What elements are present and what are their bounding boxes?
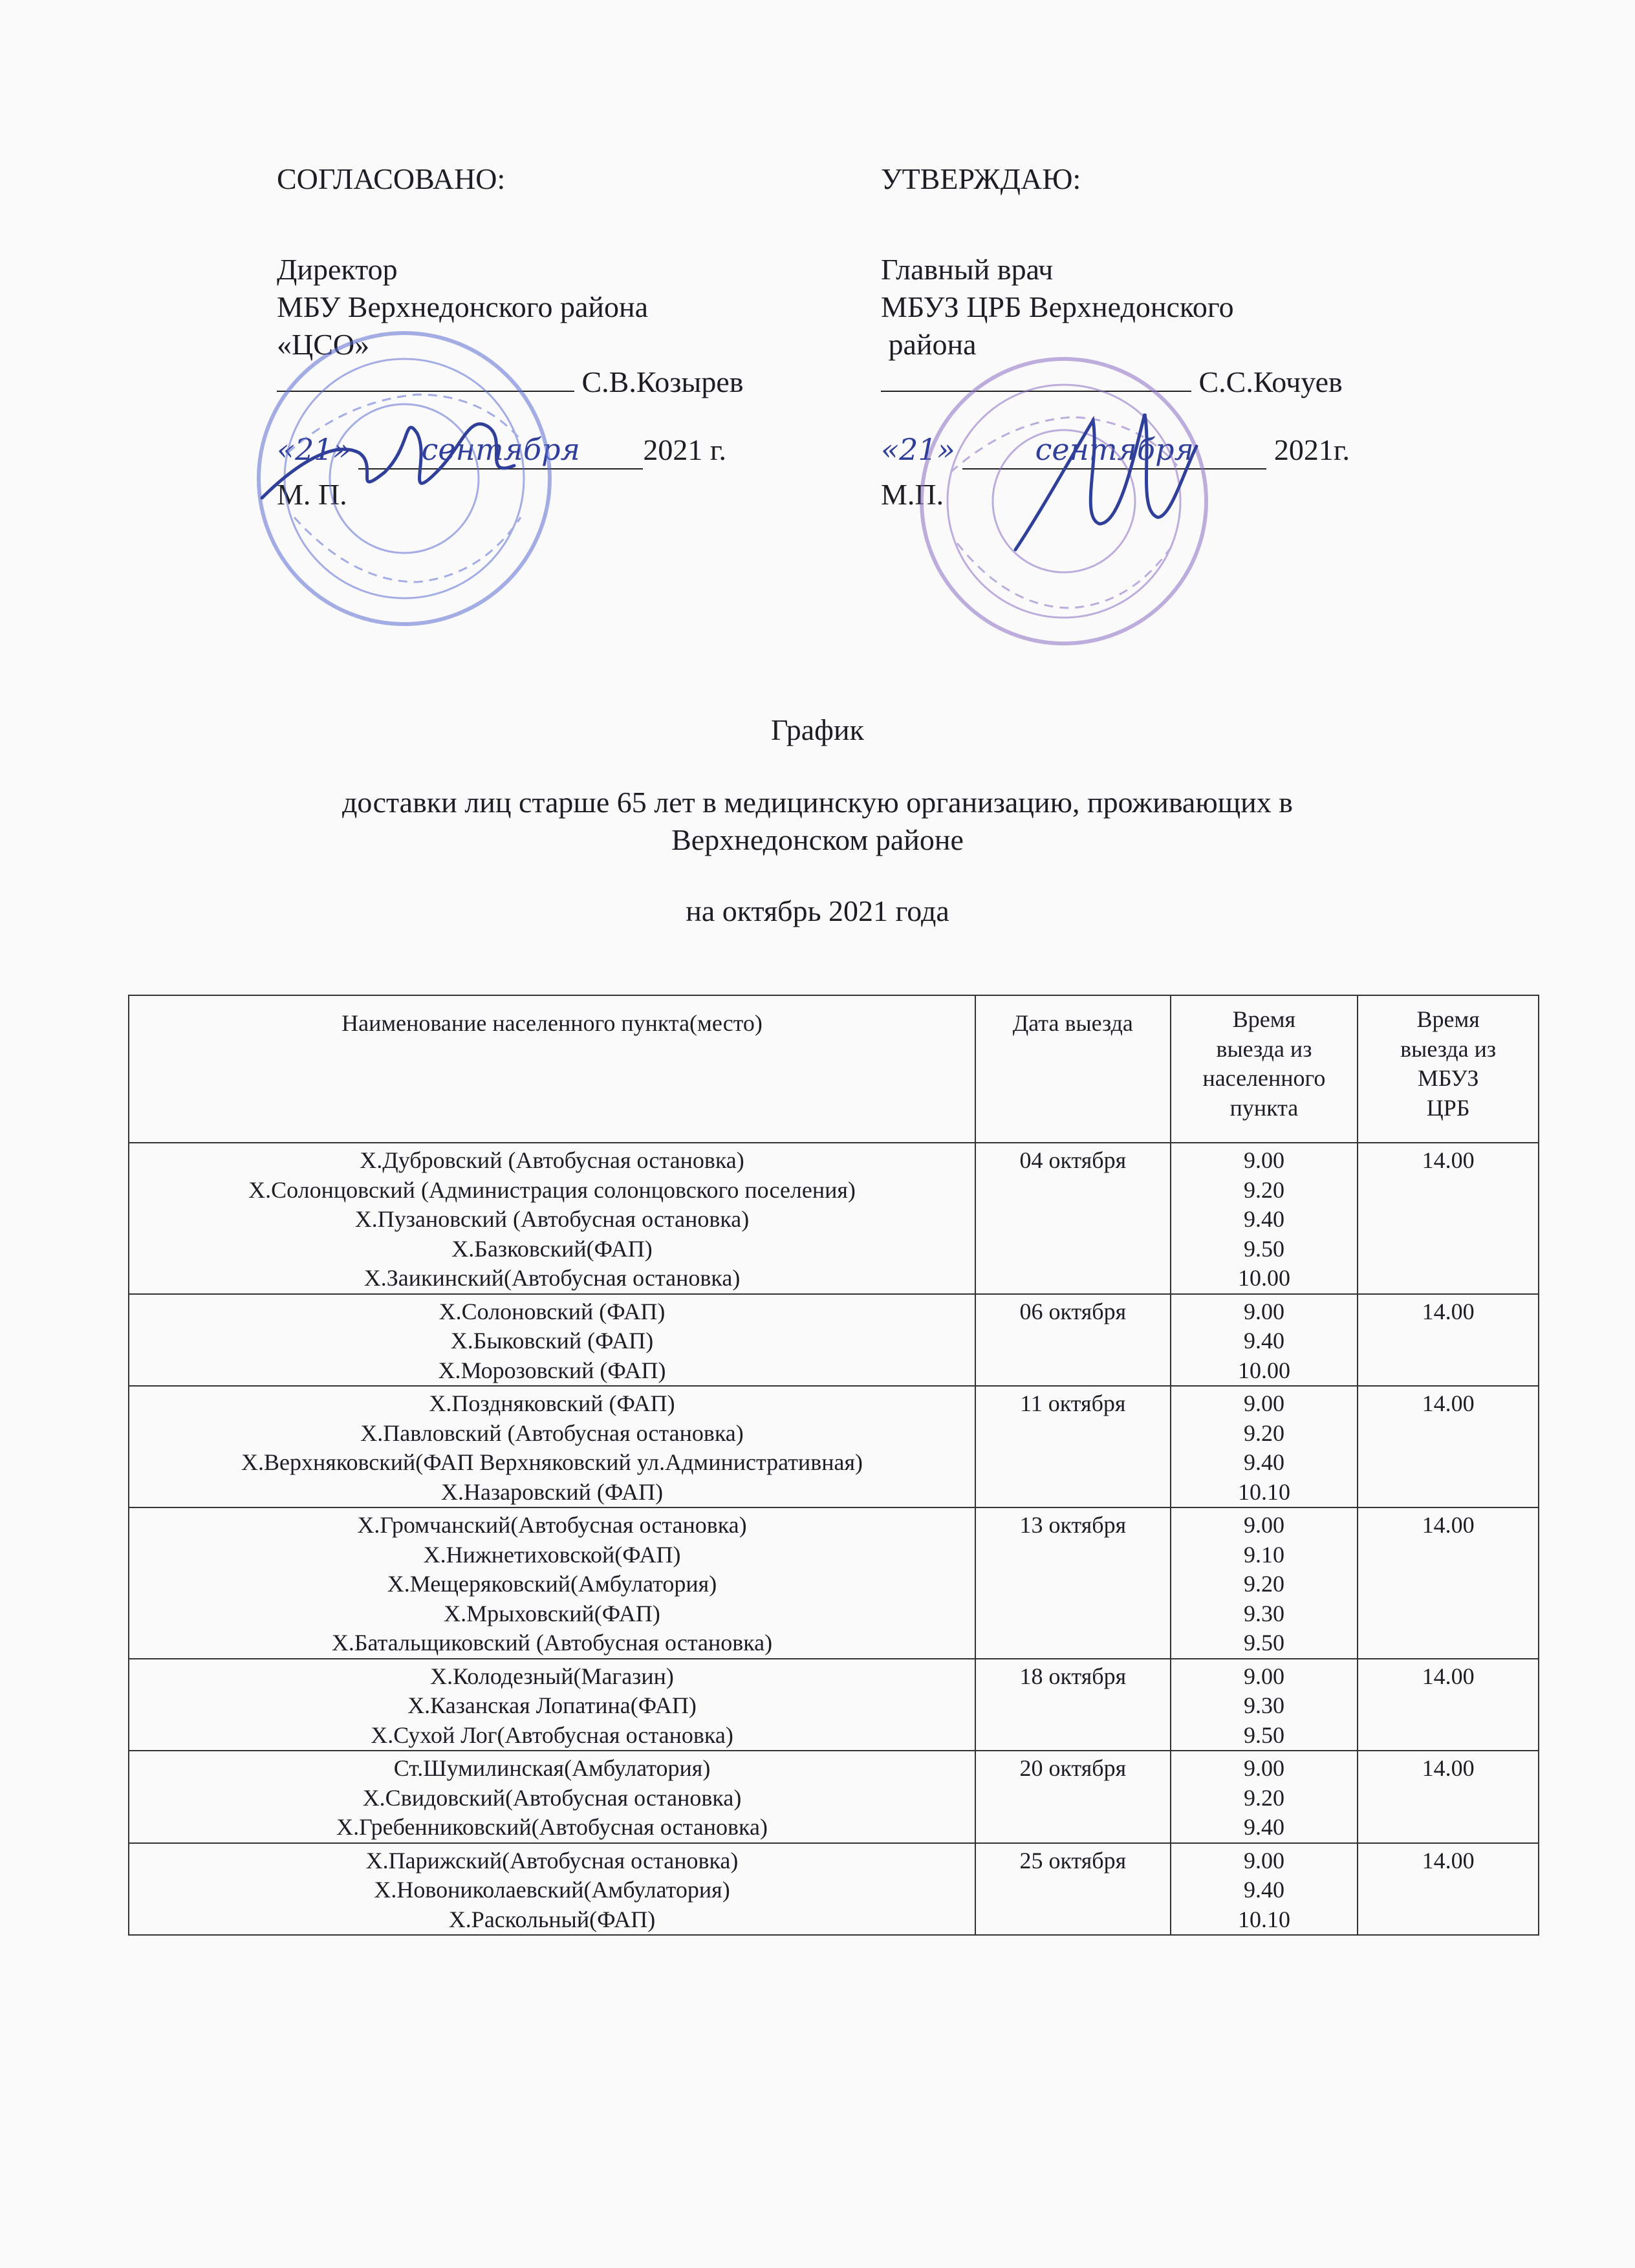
schedule-table [128, 995, 1539, 1936]
cell-date: 06 октября [975, 1294, 1171, 1387]
cell-places-line: Х.Назаровский (ФАП) [440, 1478, 664, 1505]
document-title: График [771, 713, 864, 746]
cell-date: 18 октября [975, 1659, 1171, 1751]
approval-right-stamp-mark: М.П. [881, 478, 944, 511]
cell-places [129, 1843, 975, 1936]
cell-places-line: Х.Заикинский(Автобусная остановка) [363, 1265, 741, 1291]
cell-times-line: 9.00 [1243, 1755, 1284, 1781]
cell-date: 04 октября [975, 1143, 1171, 1294]
header-departure [1171, 995, 1358, 1143]
document-subtitle-2: Верхнедонском районе [671, 823, 964, 856]
cell-places-line: Х.Гребенниковский(Автобусная остановка) [336, 1814, 768, 1840]
approval-left-date-day: «21» [277, 432, 351, 467]
approval-right-org2: района [881, 328, 977, 361]
cell-times-line: 9.00 [1243, 1147, 1284, 1173]
cell-times-line: 9.00 [1243, 1512, 1284, 1538]
cell-return: 14.00 [1358, 1507, 1539, 1659]
approval-left-position: Директор [277, 253, 398, 286]
approval-left-signer: С.В.Козырев [581, 365, 744, 398]
approval-left-heading: СОГЛАСОВАНО: [277, 162, 506, 195]
approval-right-position: Главный врач [881, 253, 1054, 286]
table-row [129, 1386, 1539, 1507]
cell-places [129, 1143, 975, 1294]
cell-times-line: 9.10 [1243, 1541, 1284, 1568]
table-header-row [129, 995, 1539, 1143]
cell-times-line: 9.40 [1243, 1449, 1284, 1475]
table-row [129, 1294, 1539, 1387]
cell-places-line: Х.Верхняковский(ФАП Верхняковский ул.Административная) [241, 1449, 863, 1475]
cell-times-line: 9.40 [1243, 1877, 1284, 1903]
cell-times-line: 9.40 [1243, 1206, 1284, 1232]
cell-times-line: 9.00 [1243, 1663, 1284, 1689]
table-row [129, 1843, 1539, 1936]
table-row [129, 1507, 1539, 1659]
cell-return: 14.00 [1358, 1659, 1539, 1751]
cell-times-line: 9.20 [1243, 1784, 1284, 1811]
cell-times-line: 9.30 [1243, 1692, 1284, 1718]
cell-places-line: Х.Батальщиковский (Автобусная остановка) [331, 1630, 773, 1656]
cell-times-line: 10.00 [1237, 1357, 1290, 1383]
table-row [129, 1659, 1539, 1751]
cell-places-line: Х.Сухой Лог(Автобусная остановка) [371, 1722, 733, 1748]
header-return [1358, 995, 1539, 1143]
cell-places-line: Х.Базковский(ФАП) [451, 1235, 653, 1262]
cell-times-line: 9.50 [1243, 1630, 1284, 1656]
header-return-line: МБУЗ [1417, 1065, 1479, 1091]
cell-times-line: 10.10 [1237, 1906, 1290, 1932]
cell-places [129, 1751, 975, 1843]
approval-right-date-month: сентября [962, 431, 1266, 470]
approval-left-date-year: 2021 г. [643, 433, 727, 466]
cell-times-line: 9.20 [1243, 1571, 1284, 1597]
cell-times [1171, 1143, 1358, 1294]
header-departure-line: населенного [1202, 1065, 1326, 1091]
approval-right-heading: УТВЕРЖДАЮ: [881, 162, 1081, 195]
cell-times [1171, 1751, 1358, 1843]
approval-right-signer: С.С.Кочуев [1198, 365, 1343, 398]
cell-times [1171, 1507, 1358, 1659]
document-subtitle-1: доставки лиц старше 65 лет в медицинскую организацию, проживающих в [342, 786, 1293, 819]
header-departure-line: выезда из [1216, 1035, 1312, 1062]
cell-places-line: Х.Морозовский (ФАП) [438, 1357, 666, 1383]
cell-times-line: 9.20 [1243, 1420, 1284, 1446]
table-row [129, 1751, 1539, 1843]
cell-places-line: Х.Мещеряковский(Амбулатория) [387, 1571, 717, 1597]
cell-places-line: Х.Колодезный(Магазин) [430, 1663, 674, 1689]
cell-places-line: Х.Парижский(Автобусная остановка) [365, 1847, 739, 1874]
cell-times-line: 9.50 [1243, 1235, 1284, 1262]
cell-date: 25 октября [975, 1843, 1171, 1936]
cell-return: 14.00 [1358, 1843, 1539, 1936]
right-signature [1002, 394, 1203, 563]
cell-places [129, 1294, 975, 1387]
approval-right-date-year: 2021г. [1273, 433, 1350, 466]
left-signature [255, 394, 527, 530]
cell-places-line: Х.Раскольный(ФАП) [448, 1906, 656, 1932]
cell-places-line: Х.Свидовский(Автобусная остановка) [362, 1784, 742, 1811]
cell-places-line: Х.Павловский (Автобусная остановка) [360, 1420, 744, 1446]
cell-return: 14.00 [1358, 1386, 1539, 1507]
approval-left-org2: «ЦСО» [277, 328, 370, 361]
cell-return: 14.00 [1358, 1751, 1539, 1843]
approval-left-org: МБУ Верхнедонского района [277, 290, 649, 323]
cell-places-line: Х.Новониколаевский(Амбулатория) [374, 1877, 730, 1903]
cell-times-line: 9.50 [1243, 1722, 1284, 1748]
cell-date: 20 октября [975, 1751, 1171, 1843]
cell-places-line: Х.Громчанский(Автобусная остановка) [357, 1512, 747, 1538]
cell-places-line: Х.Пузановский (Автобусная остановка) [354, 1206, 750, 1232]
cell-return: 14.00 [1358, 1294, 1539, 1387]
header-departure-line: пункта [1229, 1094, 1299, 1121]
approval-right-date-day: «21» [881, 432, 955, 467]
cell-date: 13 октября [975, 1507, 1171, 1659]
cell-times-line: 9.20 [1243, 1176, 1284, 1203]
cell-times [1171, 1843, 1358, 1936]
header-date: Дата выезда [975, 995, 1171, 1143]
cell-places-line: Ст.Шумилинская(Амбулатория) [393, 1755, 711, 1781]
header-return-line: ЦРБ [1426, 1094, 1470, 1121]
cell-places-line: Х.Нижнетиховской(ФАП) [423, 1541, 681, 1568]
header-return-line: Время [1416, 1006, 1480, 1032]
cell-places-line: Х.Быковский (ФАП) [450, 1328, 654, 1354]
cell-times-line: 9.00 [1243, 1390, 1284, 1416]
document-subtitle-3: на октябрь 2021 года [686, 894, 949, 927]
cell-times [1171, 1386, 1358, 1507]
approval-left-stamp-mark: М. П. [277, 478, 347, 511]
cell-times-line: 9.40 [1243, 1328, 1284, 1354]
cell-places-line: Х.Казанская Лопатина(ФАП) [407, 1692, 697, 1718]
cell-times-line: 9.30 [1243, 1600, 1284, 1626]
cell-times-line: 10.10 [1237, 1478, 1290, 1505]
cell-places [129, 1386, 975, 1507]
cell-times [1171, 1659, 1358, 1751]
table-row [129, 1143, 1539, 1294]
cell-places-line: Х.Мрыховский(ФАП) [444, 1600, 660, 1626]
header-place: Наименование населенного пункта(место) [129, 995, 975, 1143]
approval-right-org: МБУЗ ЦРБ Верхнедонского [881, 290, 1234, 323]
cell-places-line: Х.Поздняковский (ФАП) [429, 1390, 675, 1416]
cell-times-line: 9.40 [1243, 1814, 1284, 1840]
cell-times [1171, 1294, 1358, 1387]
cell-places [129, 1507, 975, 1659]
cell-places [129, 1659, 975, 1751]
cell-places-line: Х.Солонцовский (Администрация солонцовского поселения) [248, 1176, 856, 1203]
cell-places-line: Х.Солоновский (ФАП) [439, 1298, 666, 1324]
header-departure-line: Время [1232, 1006, 1296, 1032]
cell-times-line: 9.00 [1243, 1298, 1284, 1324]
cell-places-line: Х.Дубровский (Автобусная остановка) [360, 1147, 744, 1173]
approval-left-date-month: сентября [358, 431, 643, 470]
header-return-line: выезда из [1400, 1035, 1497, 1062]
cell-return: 14.00 [1358, 1143, 1539, 1294]
cell-times-line: 10.00 [1237, 1265, 1290, 1291]
cell-times-line: 9.00 [1243, 1847, 1284, 1874]
cell-date: 11 октября [975, 1386, 1171, 1507]
